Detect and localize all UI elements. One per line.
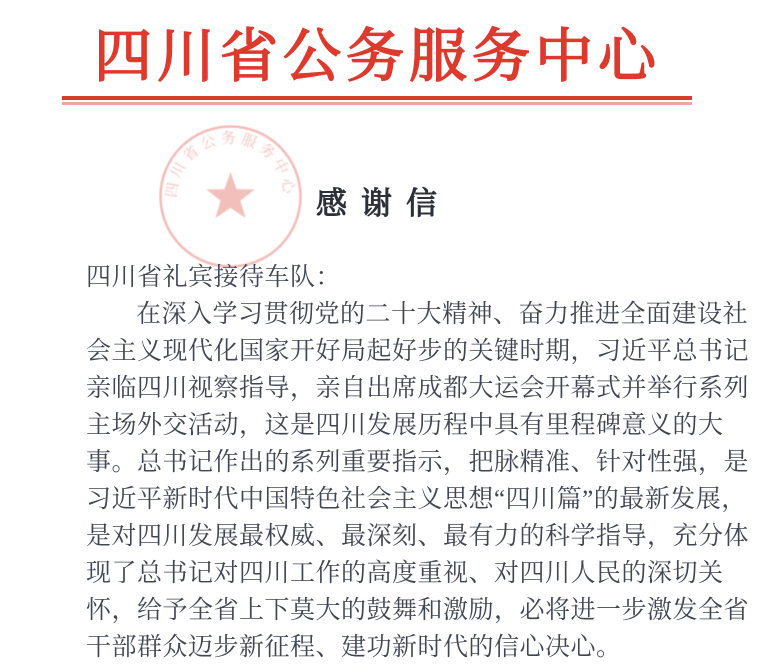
body-line: 是对四川发展最权威、最深刻、最有力的科学指导，充分体 [86,523,750,550]
body-line: 事。总书记作出的系列重要指示，把脉精准、针对性强，是 [86,449,750,476]
body-line: 在深入学习贯彻党的二十大精神、奋力推进全面建设社 [136,301,749,328]
divider-line-bottom [62,102,692,105]
document-title: 感谢信 [316,186,451,221]
letter-body [86,259,750,666]
body-line: 主场外交活动，这是四川发展历程中具有里程碑意义的大 [86,412,724,439]
body-line: 怀，给予全省上下莫大的鼓舞和激励，必将进一步激发全省 [86,597,750,624]
seal-arc-text: 四川省公务服务中心 [164,131,297,199]
divider-line-top [62,96,692,100]
body-line: 习近平新时代中国特色社会主义思想“四川篇”的最新发展， [86,486,747,513]
letterhead-org-name: 四川省公务服务中心 [93,24,661,89]
body-line: 干部群众迈步新征程、建功新时代的信心决心。 [86,634,622,661]
body-line: 会主义现代化国家开好局起好步的关键时期，习近平总书记 [86,338,750,365]
body-line: 亲临四川视察指导，亲自出席成都大运会开幕式并举行系列 [86,375,750,402]
letterhead-divider [62,96,692,105]
salutation: 四川省礼宾接待车队： [86,264,342,291]
body-line: 现了总书记对四川工作的高度重视、对四川人民的深切关 [86,560,724,587]
